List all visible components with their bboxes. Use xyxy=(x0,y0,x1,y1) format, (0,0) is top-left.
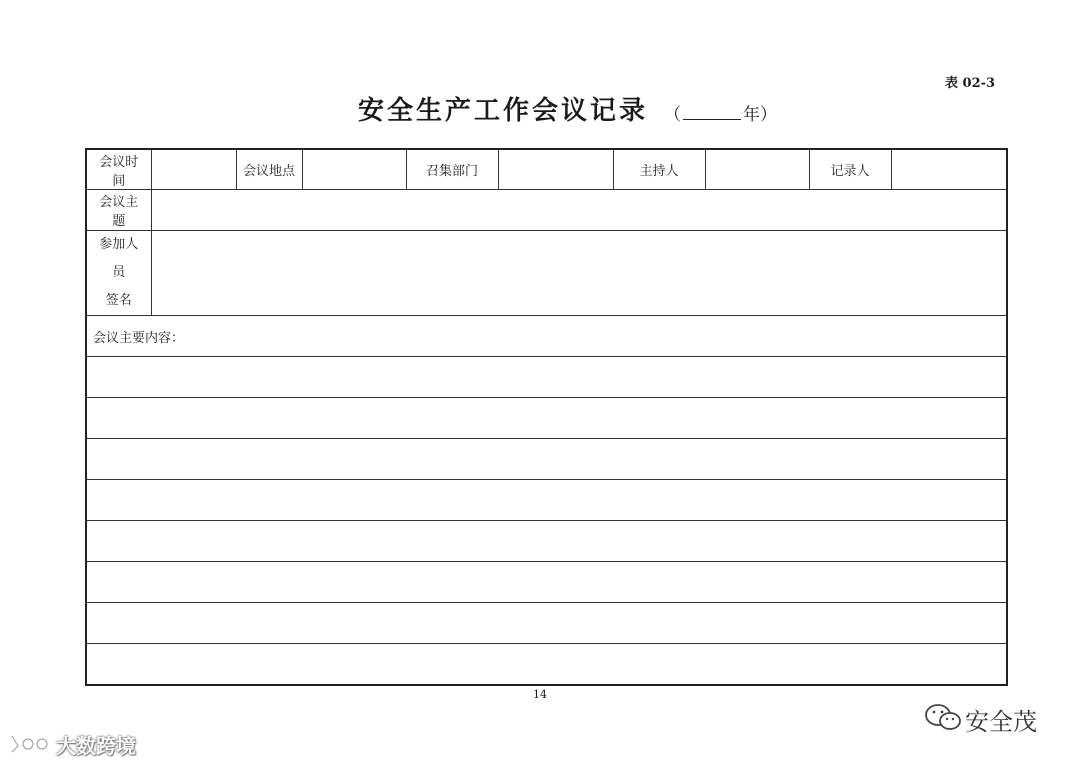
title-row xyxy=(0,88,1080,128)
content-line-field[interactable] xyxy=(86,398,1007,439)
attendees-label xyxy=(86,231,151,316)
wechat-icon xyxy=(923,702,963,732)
page-title: 安全生产工作会议记录 xyxy=(358,96,649,126)
wechat-account-name: 安全茂 xyxy=(965,708,1037,736)
content-line-field[interactable] xyxy=(86,644,1007,686)
meeting-time-field[interactable] xyxy=(151,149,236,190)
topic-label: 会议主题 xyxy=(86,190,151,231)
meeting-time-label: 会议时间 xyxy=(86,149,151,190)
topic-row xyxy=(86,190,1007,231)
content-line xyxy=(86,521,1007,562)
content-label-row xyxy=(86,316,1007,357)
host-label: 主持人 xyxy=(613,149,705,190)
content-line-field[interactable] xyxy=(86,357,1007,398)
content-line xyxy=(86,480,1007,521)
recorder-field[interactable] xyxy=(891,149,1007,190)
year-open-paren: （ xyxy=(664,105,681,125)
content-line-field[interactable] xyxy=(86,521,1007,562)
content-line-field[interactable] xyxy=(86,480,1007,521)
convening-dept-label: 召集部门 xyxy=(406,149,498,190)
content-line-field[interactable] xyxy=(86,439,1007,480)
meeting-place-label: 会议地点 xyxy=(236,149,302,190)
page-number: 14 xyxy=(533,688,547,701)
content-line xyxy=(86,562,1007,603)
content-line xyxy=(86,644,1007,686)
attendees-label-line1: 参加人员 xyxy=(99,237,139,280)
form-code: 表 02-3 xyxy=(945,76,996,91)
topic-field[interactable] xyxy=(151,190,1007,231)
convening-dept-field[interactable] xyxy=(498,149,613,190)
attendees-signature-field[interactable] xyxy=(151,231,1007,316)
watermark-text: 大数跨境 xyxy=(56,734,136,758)
content-line-field[interactable] xyxy=(86,562,1007,603)
year-blank[interactable] xyxy=(683,103,741,120)
year-suffix: 年） xyxy=(743,105,777,125)
attendees-label-line2: 签名 xyxy=(105,293,132,308)
meeting-place-field[interactable] xyxy=(302,149,406,190)
year-field xyxy=(664,100,777,125)
content-line xyxy=(86,603,1007,644)
attendees-row xyxy=(86,231,1007,316)
content-line-field[interactable] xyxy=(86,603,1007,644)
content-label: 会议主要内容： xyxy=(86,316,1007,357)
meeting-record-table xyxy=(85,148,1008,686)
watermark-logo-icon xyxy=(8,732,54,756)
host-field[interactable] xyxy=(705,149,809,190)
header-row xyxy=(86,149,1007,190)
content-line xyxy=(86,398,1007,439)
content-line xyxy=(86,439,1007,480)
content-line xyxy=(86,357,1007,398)
recorder-label: 记录人 xyxy=(809,149,891,190)
